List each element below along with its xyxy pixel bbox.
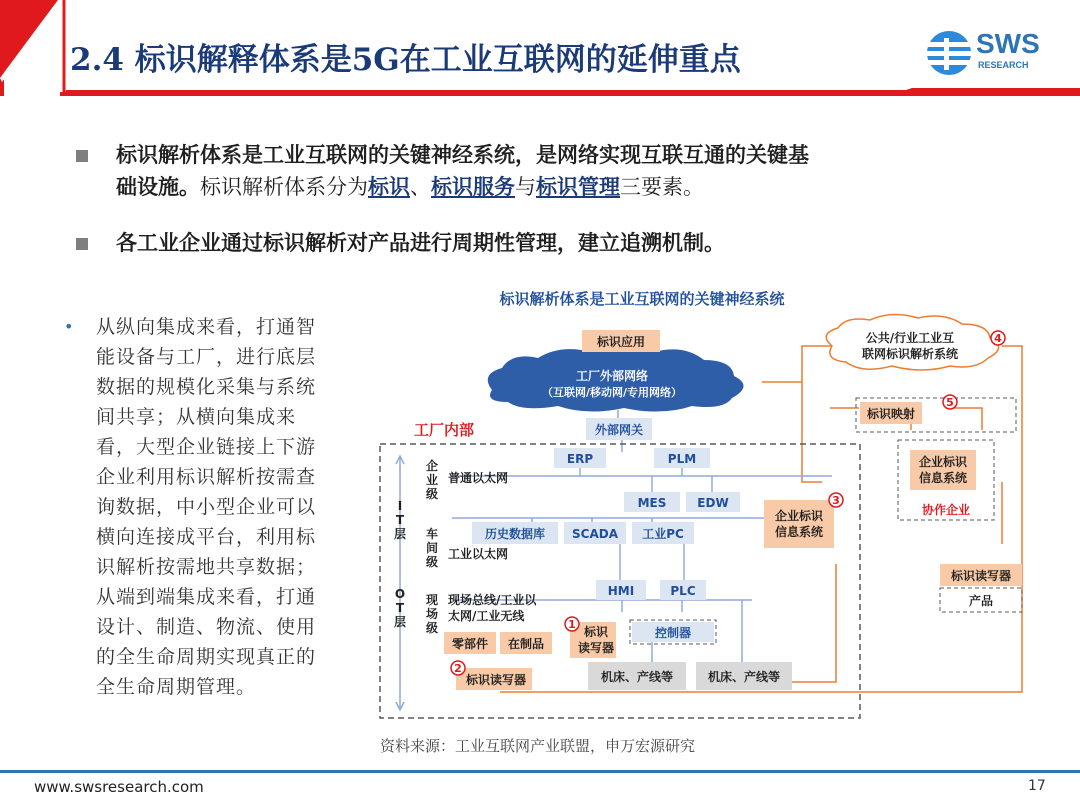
- marker-1-label: 1: [568, 618, 576, 631]
- ethernet-enterprise-label: 普通以太网: [448, 471, 509, 485]
- highlight-id-service: 标识服务: [431, 175, 515, 199]
- highlight-id-management: 标识管理: [536, 175, 620, 199]
- marker-3-label: 3: [832, 494, 840, 507]
- bullet-1: [76, 140, 1056, 206]
- page-number: 17: [1028, 778, 1046, 794]
- cloud-ext-line2: （互联网/移动网/专用网络）: [541, 386, 683, 399]
- fieldbus-label-1: 现场总线/工业以: [448, 593, 537, 607]
- parts-label: 零部件: [451, 637, 489, 651]
- plm-label: PLM: [667, 452, 697, 466]
- ot-layer-label-1: O: [394, 587, 406, 601]
- cloud-ext-line1: 工厂外部网络: [575, 369, 649, 383]
- bullet-1-sep2: 与: [515, 175, 536, 199]
- bullet-1-line1: 标识解析体系是工业互联网的关键神经系统，是网络实现互联互通的关键基: [116, 143, 809, 167]
- logo-text: SWS: [976, 28, 1040, 59]
- ws-level-3: 级: [425, 555, 439, 569]
- fieldbus-label-2: 太网/工业无线: [448, 609, 525, 623]
- it-layer-label-1: I: [397, 499, 403, 513]
- bullet-square-icon: [76, 150, 88, 162]
- marker-5-label: 5: [946, 396, 954, 409]
- footer-divider: [0, 770, 1080, 773]
- header-red-underline: [60, 88, 1080, 98]
- sws-globe-icon: [926, 30, 972, 76]
- field-level-1: 现: [425, 593, 439, 607]
- industrial-pc-label: 工业PC: [642, 527, 684, 541]
- enterprise-id-line2: 信息系统: [774, 525, 824, 539]
- bullet-2-line1: 各工业企业通过标识解析对产品进行周期性管理，建立追溯机制。: [116, 231, 725, 255]
- ent-level-3: 级: [425, 487, 439, 501]
- ot-layer-label-2: T: [395, 601, 405, 615]
- it-layer-label-3: 层: [393, 527, 407, 541]
- cloud-pub-line2: 联网标识解析系统: [861, 347, 959, 361]
- enterprise-id-line1: 企业标识: [774, 509, 824, 523]
- bullet-1-sep1: 、: [410, 175, 431, 199]
- bullet-2: [76, 228, 1056, 262]
- id-reader-1-line1: 标识: [583, 625, 609, 639]
- marker-2-label: 2: [454, 662, 462, 675]
- ws-level-2: 间: [425, 541, 439, 555]
- bullet-1-text-a: 础设施。: [116, 175, 200, 199]
- side-text: 从纵向集成来看，打通智能设备与工厂，进行底层数据的规模化采集与系统间共享；从横向集成来看，大型企业链接上下游企业利用标识解析按需查询数据，中小型企业可以横向连接成平台，利用标识解析按需地共享数据；从端到端集成来看，打通设计、制造、物流、使用的全生命周期实现真正的全生命周期管理。: [96, 316, 317, 698]
- marker-4-label: 4: [994, 332, 1002, 345]
- id-resolution-diagram: [362, 282, 1080, 732]
- ot-layer-label-3: 层: [393, 615, 407, 629]
- enterprise-id-system-box: [764, 500, 834, 548]
- gateway-label: 外部网关: [594, 423, 644, 437]
- header-red-corner: [0, 0, 70, 96]
- footer-url[interactable]: www.swsresearch.com: [34, 778, 204, 796]
- machine-label-1: 机床、产线等: [600, 670, 674, 684]
- mes-label: MES: [637, 496, 667, 510]
- plc-label: PLC: [670, 584, 696, 598]
- highlight-identifier: 标识: [368, 175, 410, 199]
- product-label: 产品: [968, 594, 994, 608]
- field-level-2: 场: [425, 607, 439, 621]
- scada-label: SCADA: [572, 527, 618, 541]
- diagram-title: 标识解析体系是工业互联网的关键神经系统: [499, 290, 785, 308]
- coop-id-line1: 企业标识: [918, 455, 968, 469]
- hmi-label: HMI: [607, 584, 635, 598]
- bullet-1-line2: [116, 172, 704, 203]
- source-note: 资料来源：工业互联网产业联盟，申万宏源研究: [380, 737, 696, 755]
- controller-label: 控制器: [654, 626, 692, 640]
- id-reader-3-label: 标识读写器: [950, 569, 1012, 583]
- ws-level-1: 车: [425, 527, 439, 541]
- cloud-pub-line1: 公共/行业工业互: [865, 331, 955, 345]
- sws-logo: [926, 28, 1056, 78]
- ent-level-1: 企: [425, 459, 439, 473]
- ethernet-industrial-label: 工业以太网: [448, 547, 509, 561]
- page-title: 2.4 标识解释体系是5G在工业互联网的延伸重点: [70, 42, 741, 78]
- ent-level-2: 业: [425, 473, 439, 487]
- public-id-resolution-cloud: [826, 314, 998, 370]
- history-db-label: 历史数据库: [484, 527, 546, 541]
- wip-label: 在制品: [507, 637, 545, 651]
- id-reader-1-line2: 读写器: [577, 641, 615, 655]
- id-reader-2-label: 标识读写器: [465, 673, 527, 687]
- edw-label: EDW: [697, 496, 729, 510]
- field-level-3: 级: [425, 621, 439, 635]
- bullet-1-text-b: 标识解析体系分为: [200, 175, 368, 199]
- id-application-label: 标识应用: [596, 335, 646, 349]
- coop-id-line2: 信息系统: [918, 471, 968, 485]
- erp-label: ERP: [566, 452, 594, 466]
- bullet-square-icon: [76, 238, 88, 250]
- logo-subtext: RESEARCH: [978, 60, 1029, 70]
- id-mapping-label: 标识映射: [866, 407, 916, 421]
- factory-inner-label: 工厂内部: [414, 421, 475, 439]
- bullet-1-end: 三要素。: [620, 175, 704, 199]
- external-network-cloud: [488, 346, 744, 412]
- it-layer-label-2: T: [395, 513, 405, 527]
- side-bullet-icon: •: [64, 317, 74, 336]
- machine-label-2: 机床、产线等: [707, 670, 781, 684]
- coop-label: 协作企业: [921, 503, 971, 517]
